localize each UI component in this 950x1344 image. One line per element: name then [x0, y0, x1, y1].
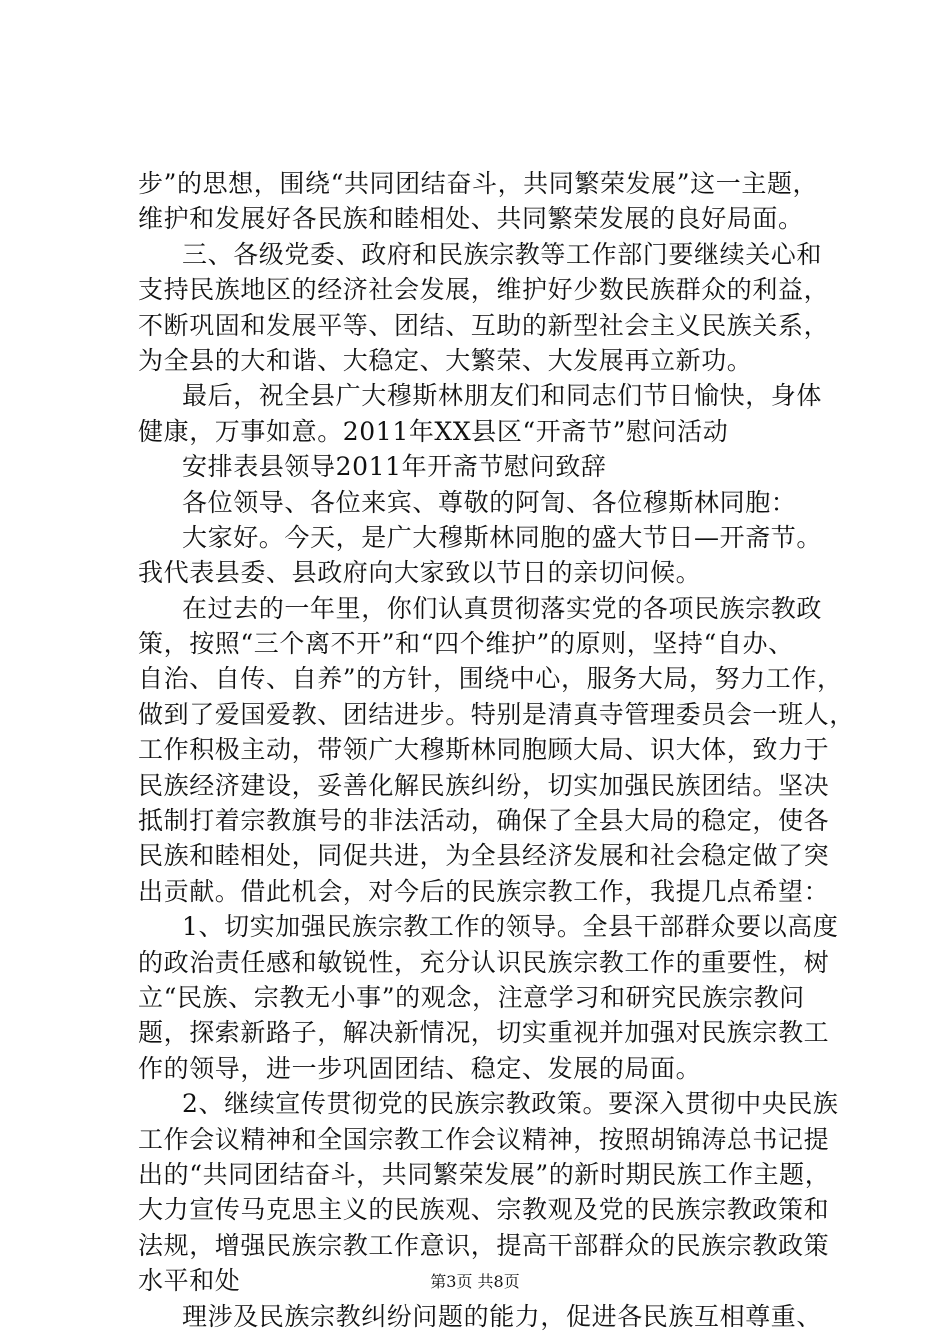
- page-number-footer: 第3页 共8页: [430, 1272, 520, 1291]
- text-line: 工作积极主动，带领广大穆斯林同胞顾大局、识大体，致力于: [138, 735, 830, 765]
- text-line: 自治、自传、自养”的方针，围绕中心，服务大局，努力工作，: [138, 664, 843, 694]
- text-line: 理涉及民族宗教纠纷问题的能力，促进各民族互相尊重、: [182, 1301, 823, 1331]
- body-text: [138, 166, 855, 1334]
- text-line: 工作会议精神和全国宗教工作会议精神，按照胡锦涛总书记提: [138, 1124, 830, 1154]
- text-line: 1、切实加强民族宗教工作的领导。全县干部群众要以高度: [182, 912, 839, 942]
- text-line: 各位领导、各位来宾、尊敬的阿訇、各位穆斯林同胞：: [182, 487, 797, 517]
- text-line: 民族和睦相处，同促共进，为全县经济发展和社会稳定做了突: [138, 841, 830, 871]
- text-line: 民族经济建设，妥善化解民族纠纷，切实加强民族团结。坚决: [138, 770, 830, 800]
- text-line: 做到了爱国爱教、团结进步。特别是清真寺管理委员会一班人，: [138, 699, 855, 729]
- text-line: 大力宣传马克思主义的民族观、宗教观及党的民族宗教政策和: [138, 1195, 830, 1225]
- text-line: 不断巩固和发展平等、团结、互助的新型社会主义民族关系，: [138, 310, 830, 340]
- text-line: 大家好。今天，是广大穆斯林同胞的盛大节日—开斋节。: [182, 522, 823, 552]
- text-line: 抵制打着宗教旗号的非法活动，确保了全县大局的稳定，使各: [138, 806, 830, 836]
- text-line: 法规，增强民族宗教工作意识，提高干部群众的民族宗教政策: [138, 1230, 830, 1260]
- text-line: 立“民族、宗教无小事”的观念，注意学习和研究民族宗教问: [138, 982, 805, 1012]
- text-line: 水平和处: [138, 1266, 241, 1296]
- text-line: 支持民族地区的经济社会发展，维护好少数民族群众的利益，: [138, 275, 830, 305]
- text-line: 出贡献。借此机会，对今后的民族宗教工作，我提几点希望：: [138, 876, 830, 906]
- text-line: 我代表县委、县政府向大家致以节日的亲切问候。: [138, 558, 702, 588]
- text-line: 最后，祝全县广大穆斯林朋友们和同志们节日愉快，身体: [182, 381, 823, 411]
- text-line: 三、各级党委、政府和民族宗教等工作部门要继续关心和: [182, 239, 823, 269]
- text-line: 策，按照“三个离不开”和“四个维护”的原则，坚持“自办、: [138, 629, 794, 659]
- text-line: 作的领导，进一步巩固团结、稳定、发展的局面。: [138, 1053, 702, 1083]
- text-line: 题，探索新路子，解决新情况，切实重视并加强对民族宗教工: [138, 1018, 830, 1048]
- text-line: 出的“共同团结奋斗，共同繁荣发展”的新时期民族工作主题，: [138, 1159, 831, 1189]
- text-line: 安排表县领导2011年开斋节慰问致辞: [182, 452, 607, 482]
- text-line: 步”的思想，围绕“共同团结奋斗，共同繁荣发展”这一主题，: [138, 169, 819, 198]
- text-line: 的政治责任感和敏锐性，充分认识民族宗教工作的重要性，树: [138, 947, 830, 977]
- text-line: 2、继续宣传贯彻党的民族宗教政策。要深入贯彻中央民族: [182, 1089, 839, 1119]
- text-line: 为全县的大和谐、大稳定、大繁荣、大发展再立新功。: [138, 345, 753, 375]
- text-line: 维护和发展好各民族和睦相处、共同繁荣发展的良好局面。: [138, 204, 804, 234]
- text-line: 健康，万事如意。2011年XX县区“开斋节”慰问活动: [138, 416, 729, 446]
- text-line: 在过去的一年里，你们认真贯彻落实党的各项民族宗教政: [182, 593, 823, 623]
